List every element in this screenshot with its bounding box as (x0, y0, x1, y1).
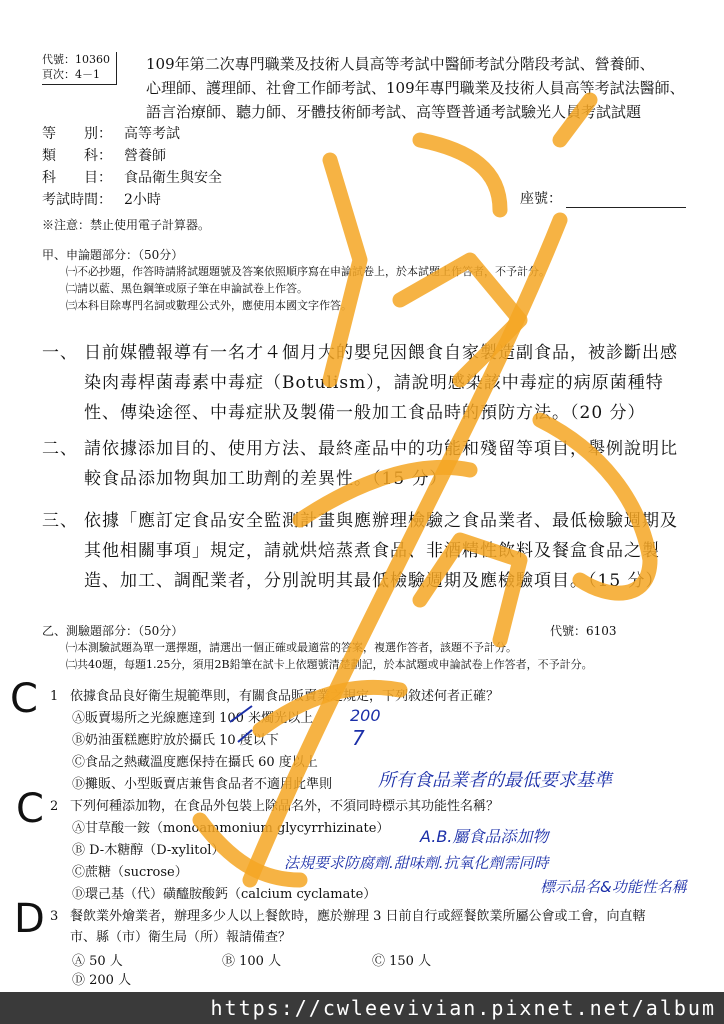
mc-option: Ⓑ D-木糖醇（D-xylitol） (72, 843, 225, 858)
answer-mark-2: C (16, 786, 44, 832)
mc-option: Ⓐ販賣場所之光線應達到 100 米燭光以上 (72, 711, 314, 726)
seat-number: 座號： (520, 188, 686, 208)
handwritten-note-q2-line1: A.B.屬食品添加物 (420, 827, 549, 846)
mc-option: Ⓑ 100 人 (222, 954, 282, 969)
part-b-rule: ㈡共40題，每題1.25分，須用2B鉛筆在試卡上依題號清楚劃記，於本試題或申論試卷上作答者，不予計分。 (66, 658, 593, 671)
exam-title (146, 52, 706, 124)
exam-info-row: 等 別： 高等考試 (42, 126, 180, 142)
exam-code-box (42, 52, 117, 85)
answer-mark-3: D (14, 896, 45, 942)
part-b-rule: ㈠本測驗試題為單一選擇題，請選出一個正確或最適當的答案，複選作答者，該題不予計分。 (66, 641, 517, 654)
calculator-note: ※注意：禁止使用電子計算器。 (42, 218, 211, 232)
part-b-heading: 乙、測驗題部分：（50分） (42, 624, 184, 638)
mc-option: Ⓒ食品之熱藏溫度應保持在攝氏 60 度以上 (72, 755, 318, 770)
exam-info-row: 考試時間： 2小時 (42, 192, 161, 208)
mc-option: Ⓒ 150 人 (372, 954, 432, 969)
mc-question-1: 1 依據食品良好衛生規範準則，有關食品販賣業之規定，下列敘述何者正確？ (50, 689, 500, 704)
mc-option: Ⓓ環己基（代）磺醯胺酸鈣（calcium cyclamate） (72, 887, 377, 902)
mc-option-row (72, 950, 612, 988)
mc-question-3: 3 餐飲業外燴業者，辦理多少人以上餐飲時，應於辦理 3 日前自行或經餐飲業所屬公會或工會，向直轄市、縣（市）衛生局（所）報請備查？ (50, 909, 646, 945)
correction-7: 7 (352, 726, 365, 750)
seat-number-blank (566, 193, 686, 208)
essay-question-2: 二、 請依據添加目的、使用方法、最終產品中的功能和殘留等項目，舉例說明比較食品添加物與加工助劑的差異性。（15 分） (42, 439, 678, 489)
part-a-heading: 甲、申論題部分：（50分） (42, 248, 184, 262)
part-b-code: 代號：6103 (550, 624, 617, 638)
mc-question-2: 2 下列何種添加物，在食品外包裝上除品名外，不須同時標示其功能性名稱？ (50, 799, 500, 814)
handwritten-note-q2-line3: 標示品名&功能性名稱 (540, 878, 687, 896)
exam-code: 代號：10360 (42, 53, 110, 66)
essay-question-1: 一、 日前媒體報導有一名才４個月大的嬰兒因餵食自家製造副食品，被診斷出感染肉毒桿菌毒素中毒症（Botulism），請說明感染該中毒症的病原菌種特性、傳染途徑、中毒症狀及製備一般加工食品時的預防方法。（20 分） (42, 343, 678, 423)
title-line-1: 109年第二次專門職業及技術人員高等考試中醫師考試分階段考試、營養師、 (146, 55, 655, 73)
source-url-bar (0, 992, 724, 1024)
page-number: 頁次：4－1 (42, 68, 100, 81)
essay-question-3: 三、 依據「應訂定食品安全監測計畫與應辦理檢驗之食品業者、最低檢驗週期及其他相關事項」規定，請就烘焙蒸煮食品、非酒精性飲料及餐盒食品之製造、加工、調配業者，分別說明其最低檢驗週期及應檢驗項目。（15 分） (42, 511, 678, 591)
mc-option: Ⓒ蔗糖（sucrose） (72, 865, 188, 880)
source-url: https://cwleevivian.pixnet.net/album (210, 996, 716, 1020)
correction-200: 200 (350, 706, 381, 725)
exam-info-row: 類 科： 營養師 (42, 148, 166, 164)
handwritten-note-q2-line2: 法規要求防腐劑.甜味劑.抗氧化劑需同時 (284, 854, 549, 872)
answer-mark-1: C (10, 676, 38, 722)
title-line-2: 心理師、護理師、社會工作師考試、109年專門職業及技術人員高等考試法醫師、 (146, 79, 685, 97)
mc-option: Ⓓ 200 人 (72, 973, 132, 988)
part-a-rule: ㈡請以藍、黑色鋼筆或原子筆在申論試卷上作答。 (66, 282, 308, 295)
title-line-3: 語言治療師、聽力師、牙體技術師考試、高等暨普通考試驗光人員考試試題 (146, 103, 642, 121)
part-a-rule: ㈠不必抄題，作答時請將試題題號及答案依照順序寫在申論試卷上，於本試題上作答者，不予計分。 (66, 265, 550, 278)
mc-option: Ⓑ奶油蛋糕應貯放於攝氏 10 度以下 (72, 733, 279, 748)
handwritten-note-q1: 所有食品業者的最低要求基準 (378, 770, 612, 791)
mc-option: Ⓐ 50 人 (72, 954, 123, 969)
part-a-rule: ㈢本科目除專門名詞或數理公式外，應使用本國文字作答。 (66, 299, 352, 312)
mc-option: Ⓐ甘草酸一銨（monoammonium glycyrrhizinate） (72, 821, 390, 836)
mc-option: Ⓓ攤販、小型販賣店兼售食品者不適用此準則 (72, 777, 333, 792)
exam-info-row: 科 目： 食品衛生與安全 (42, 170, 222, 186)
